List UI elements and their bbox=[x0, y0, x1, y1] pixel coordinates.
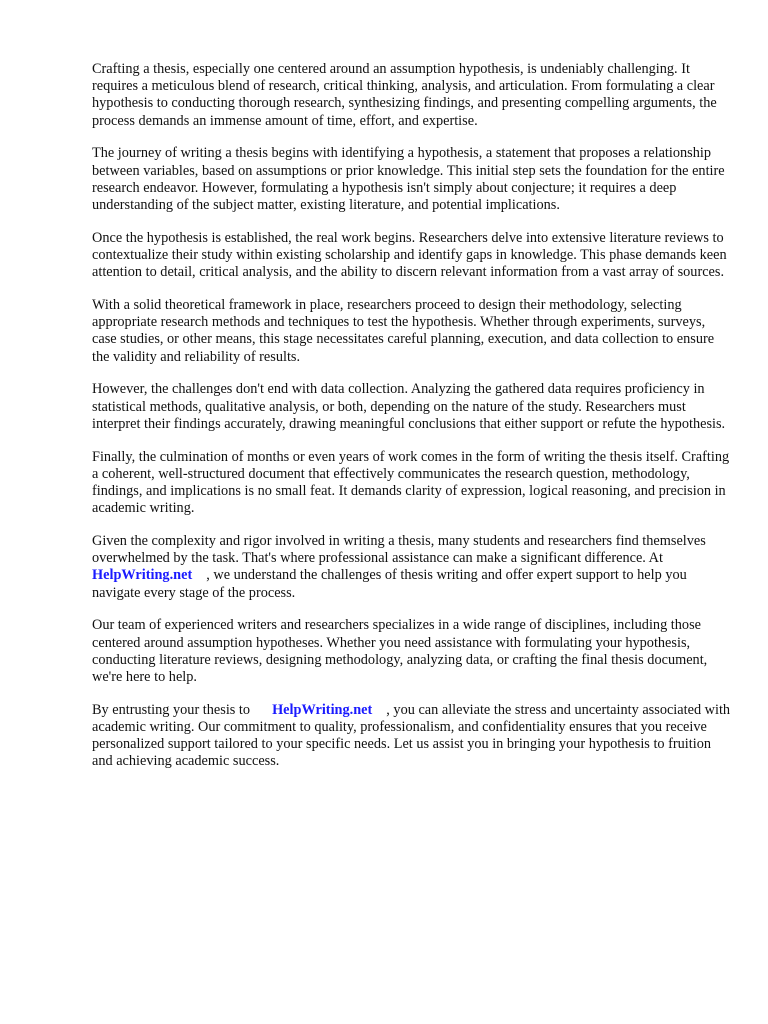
helpwriting-link[interactable]: HelpWriting.net bbox=[272, 701, 373, 718]
document-body bbox=[92, 61, 732, 786]
paragraph-6: Finally, the culmination of months or even years of work comes in the form of writing the thesis itself. Crafting a coherent, well-structured document that effectively communicates the research question, methodology, findings, and implications is no small feat. It demands clarity of expression, logical reasoning, and precision in academic writing. bbox=[92, 448, 730, 517]
paragraph-5: However, the challenges don't end with data collection. Analyzing the gathered data requires proficiency in statistical methods, qualitative analysis, or both, depending on the nature of the study. Researchers must interpret their findings accurately, drawing meaningful conclusions that either support or refute the hypothesis. bbox=[92, 381, 726, 432]
paragraph-7 bbox=[92, 533, 732, 602]
paragraph-2: The journey of writing a thesis begins with identifying a hypothesis, a statement that proposes a relationship between variables, based on assumptions or prior knowledge. This initial step sets the foundation for the entire research endeavor. However, formulating a hypothesis isn't simply about conjecture; it requires a deep understanding of the subject matter, existing literature, and potential implications. bbox=[92, 145, 725, 214]
paragraph-1: Crafting a thesis, especially one centered around an assumption hypothesis, is undeniably challenging. It requires a meticulous blend of research, critical thinking, analysis, and articulation. From formulating a clear hypothesis to conducting thorough research, synthesizing findings, and presenting compelling arguments, the process demands an immense amount of time, effort, and expertise. bbox=[92, 61, 717, 129]
paragraph-8: Our team of experienced writers and researchers specializes in a wide range of disciplines, including those centered around assumption hypotheses. Whether you need assistance with formulating your hypothesis, conducting literature reviews, designing methodology, analyzing data, or crafting the final thesis document, we're here to help. bbox=[92, 617, 708, 686]
paragraph-9-text-before: By entrusting your thesis to bbox=[92, 701, 251, 718]
paragraph-3: Once the hypothesis is established, the real work begins. Researchers delve into extensive literature reviews to contextualize their study within existing scholarship and identify gaps in knowledge. This phase demands keen attention to detail, critical analysis, and the ability to discern relevant information from a vast array of sources. bbox=[92, 229, 727, 281]
paragraph-7-text-before: Given the complexity and rigor involved in writing a thesis, many students and researchers find themselves overwhelmed by the task. That's where professional assistance can make a significant difference. At bbox=[92, 533, 706, 567]
paragraph-4: With a solid theoretical framework in place, researchers proceed to design their methodology, selecting appropriate research methods and techniques to test the hypothesis. Whether through experiments, surveys, case studies, or other means, this stage necessitates careful planning, execution, and data collection to ensure the validity and reliability of results. bbox=[92, 297, 715, 365]
paragraph-7-text-after: , we understand the challenges of thesis writing and offer expert support to help you navigate every stage of the process. bbox=[92, 567, 687, 601]
paragraph-9 bbox=[92, 702, 732, 771]
helpwriting-link[interactable]: HelpWriting.net bbox=[92, 567, 193, 584]
paragraph-9-text-after: , you can alleviate the stress and uncertainty associated with academic writing. Our commitment to quality, professionalism, and confidentiality ensures that you receive personalized support tailored to your specific needs. Let us assist you in bringing your hypothesis to fruition and achieving academic success. bbox=[92, 701, 731, 770]
